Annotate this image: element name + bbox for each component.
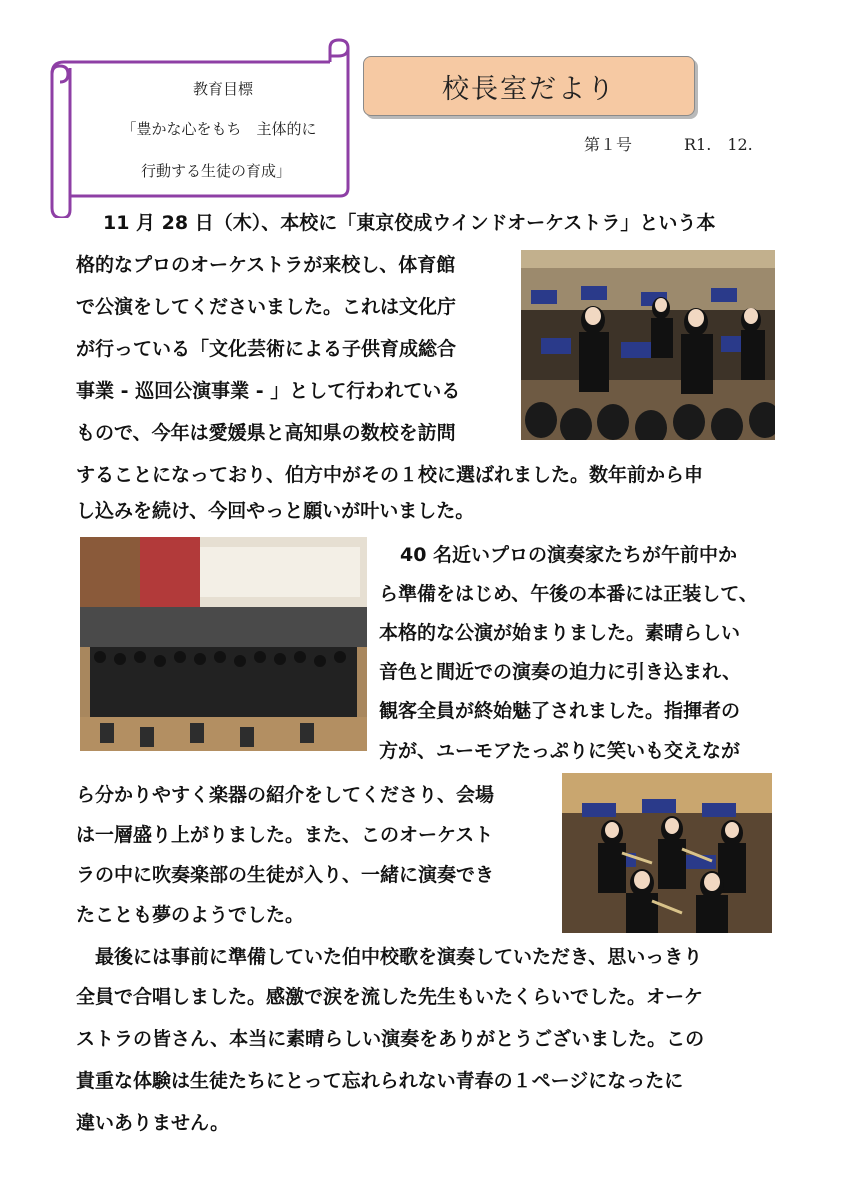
gymnasium-wide-photo bbox=[80, 537, 367, 751]
para3-line: 全員で合唱しました。感激で涙を流した先生もいたくらいでした。オーケ bbox=[76, 986, 704, 1008]
issue-date: R1. 12. bbox=[684, 135, 753, 154]
newsletter-title bbox=[363, 56, 695, 116]
para2-line: ら準備をはじめ、午後の本番には正装して、 bbox=[379, 583, 758, 605]
motto-label: 教育目標 bbox=[192, 80, 253, 98]
para2-line: 観客全員が終始魅了されました。指揮者の bbox=[379, 700, 741, 722]
issue-number: 第１号 bbox=[584, 135, 633, 154]
para2-line: 音色と間近での演奏の迫力に引き込まれ、 bbox=[379, 661, 742, 683]
student-musicians-photo bbox=[562, 773, 772, 933]
para1-line: で公演をしてくださいました。これは文化庁 bbox=[76, 296, 457, 318]
para1-line: 事業 - 巡回公演事業 - 」として行われている bbox=[76, 380, 461, 402]
para3-line: 違いありません。 bbox=[76, 1112, 230, 1134]
para3-line: 貴重な体験は生徒たちにとって忘れられない青春の１ページになったに bbox=[76, 1070, 684, 1092]
motto-line-2: 行動する生徒の育成」 bbox=[140, 162, 291, 180]
para2-line: ら分かりやすく楽器の紹介をしてくださり、会場 bbox=[76, 784, 495, 806]
motto-scroll-box bbox=[48, 38, 350, 218]
para1-line: することになっており、伯方中がその１校に選ばれました。数年前から申 bbox=[76, 464, 704, 486]
para3-line: 最後には事前に準備していた伯中校歌を演奏していただき、思いっきり bbox=[95, 946, 703, 968]
para2-line: たことも夢のようでした。 bbox=[76, 904, 305, 926]
para2-line: 40 名近いプロの演奏家たちが午前中か bbox=[400, 544, 738, 566]
motto-line-1: 「豊かな心をもち 主体的に bbox=[121, 120, 317, 138]
para3-line: ストラの皆さん、本当に素晴らしい演奏をありがとうございました。この bbox=[76, 1028, 705, 1050]
newsletter-title-text: 校長室だより bbox=[442, 73, 616, 105]
para1-line: 11 月 28 日（木）、本校に「東京佼成ウインドオーケストラ」という本 bbox=[103, 212, 716, 234]
para1-line: 格的なプロのオーケストラが来校し、体育館 bbox=[76, 254, 456, 276]
para1-line: が行っている「文化芸術による子供育成総合 bbox=[76, 338, 457, 360]
para2-line: 方が、ユーモアたっぷりに笑いも交えなが bbox=[379, 740, 741, 762]
para2-line: は一層盛り上がりました。また、このオーケスト bbox=[76, 824, 494, 846]
para2-line: 本格的な公演が始まりました。素晴らしい bbox=[379, 622, 741, 644]
para1-line: もので、今年は愛媛県と高知県の数校を訪問 bbox=[76, 422, 456, 444]
para1-line: し込みを続け、今回やっと願いが叶いました。 bbox=[76, 500, 475, 522]
orchestra-closeup-photo bbox=[521, 250, 775, 440]
para2-line: ラの中に吹奏楽部の生徒が入り、一緒に演奏でき bbox=[76, 864, 495, 886]
